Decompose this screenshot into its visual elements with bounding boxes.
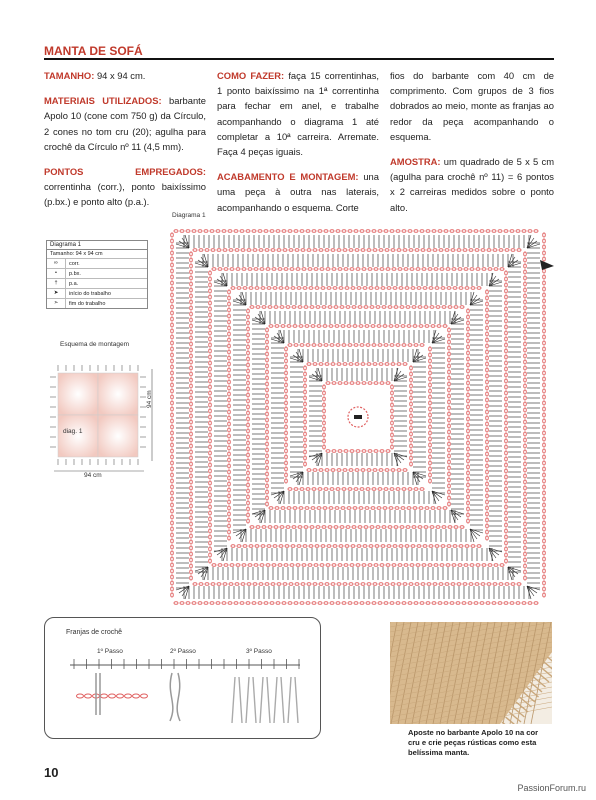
- continuation-paragraph: fios do barbante com 40 cm de comprimento. Com grupos de 3 fios dobrados ao meio, monte as franjas ao redor da peça acompanhando o esquema.: [390, 70, 554, 142]
- column-2: [217, 68, 379, 225]
- fringe-title: Franjas de crochê: [66, 629, 123, 636]
- fringe-steps-illustration: [60, 655, 310, 735]
- size-value: 94 x 94 cm.: [96, 70, 146, 81]
- legend-row: [47, 258, 147, 268]
- slip-stitch-icon: •: [47, 269, 66, 278]
- double-crochet-icon: †: [47, 279, 66, 288]
- legend-label: p.a.: [69, 280, 79, 287]
- legend-row: [47, 288, 147, 298]
- section-title: MANTA DE SOFÁ: [44, 44, 143, 58]
- stitches-paragraph: [44, 164, 206, 210]
- legend-row: [47, 278, 147, 288]
- photo-caption: Aposte no barbante Apolo 10 na cor cru e crie peças rústicas como esta belíssima manta.: [408, 728, 539, 757]
- legend-row: [47, 298, 147, 308]
- step1-label: 1º Passo: [97, 648, 123, 655]
- chain-symbol-icon: ∞: [47, 259, 66, 268]
- legend-label: fim do trabalho: [69, 300, 106, 307]
- assembly-diagram: [44, 355, 164, 480]
- start-arrow-icon: ➤: [47, 289, 66, 298]
- legend-size: Tamanho: 94 x 94 cm: [50, 251, 103, 257]
- column-3: [390, 68, 554, 225]
- assembly-width-label: 94 cm: [84, 472, 102, 479]
- sample-label: AMOSTRA:: [390, 156, 441, 168]
- diagram-label: Diagrama 1: [172, 212, 206, 219]
- size-label: TAMANHO:: [44, 70, 95, 81]
- size-paragraph: [44, 68, 206, 83]
- sample-value: um quadrado de 5 x 5 cm (agulha para crochê nº 11) = 6 pontos x 2 carreiras medidos sobre o ponto alto.: [390, 156, 555, 213]
- legend-box: [46, 240, 148, 309]
- end-arrow-icon: ➣: [47, 299, 66, 308]
- stitches-value: correntinha (corr.), ponto baixíssimo (p.bx.) e ponto alto (p.a.).: [44, 181, 206, 208]
- materials-label: MATERIAIS UTILIZADOS:: [44, 95, 162, 107]
- legend-label: p.bx.: [69, 270, 81, 277]
- step3-label: 3º Passo: [246, 648, 272, 655]
- page-number: 10: [44, 765, 59, 780]
- how-paragraph: [217, 68, 379, 159]
- stitches-label: PONTOS EMPREGADOS:: [44, 166, 206, 178]
- finish-label: ACABAMENTO E MONTAGEM:: [217, 171, 359, 183]
- title-rule: [44, 58, 554, 60]
- watermark-credit: PassionForum.ru: [517, 783, 586, 793]
- blanket-photo: [390, 622, 552, 724]
- how-value: faça 15 correntinhas, 1 ponto baixíssimo na 1ª correntinha para fechar em anel, e trabalhe acompanhando o diagrama 1 até completar a 10ª carreira. Arremate. Faça 4 peças iguais.: [217, 70, 379, 158]
- assembly-label: Esquema de montagem: [60, 341, 130, 348]
- sample-paragraph: [390, 154, 554, 215]
- crochet-diagram: [158, 222, 558, 612]
- legend-label: corr.: [69, 260, 80, 267]
- finish-value: una uma peça à outra nas laterais, acompanhando o esquema. Corte: [217, 171, 379, 213]
- assembly-height-label: 94 cm: [146, 390, 153, 408]
- finish-paragraph: [217, 169, 379, 215]
- how-label: COMO FAZER:: [217, 70, 285, 81]
- materials-paragraph: [44, 93, 206, 154]
- column-1: [44, 68, 206, 220]
- step2-label: 2º Passo: [170, 648, 196, 655]
- assembly-diag-label: diag. 1: [63, 428, 83, 435]
- legend-title: Diagrama 1: [47, 241, 147, 250]
- legend-label: início do trabalho: [69, 290, 111, 297]
- materials-value: barbante Apolo 10 (cone com 750 g) da Círculo, 2 cones no tom cru (20); agulha para crochê da Círculo nº 11 (4,5 mm).: [44, 95, 206, 152]
- legend-row: [47, 268, 147, 278]
